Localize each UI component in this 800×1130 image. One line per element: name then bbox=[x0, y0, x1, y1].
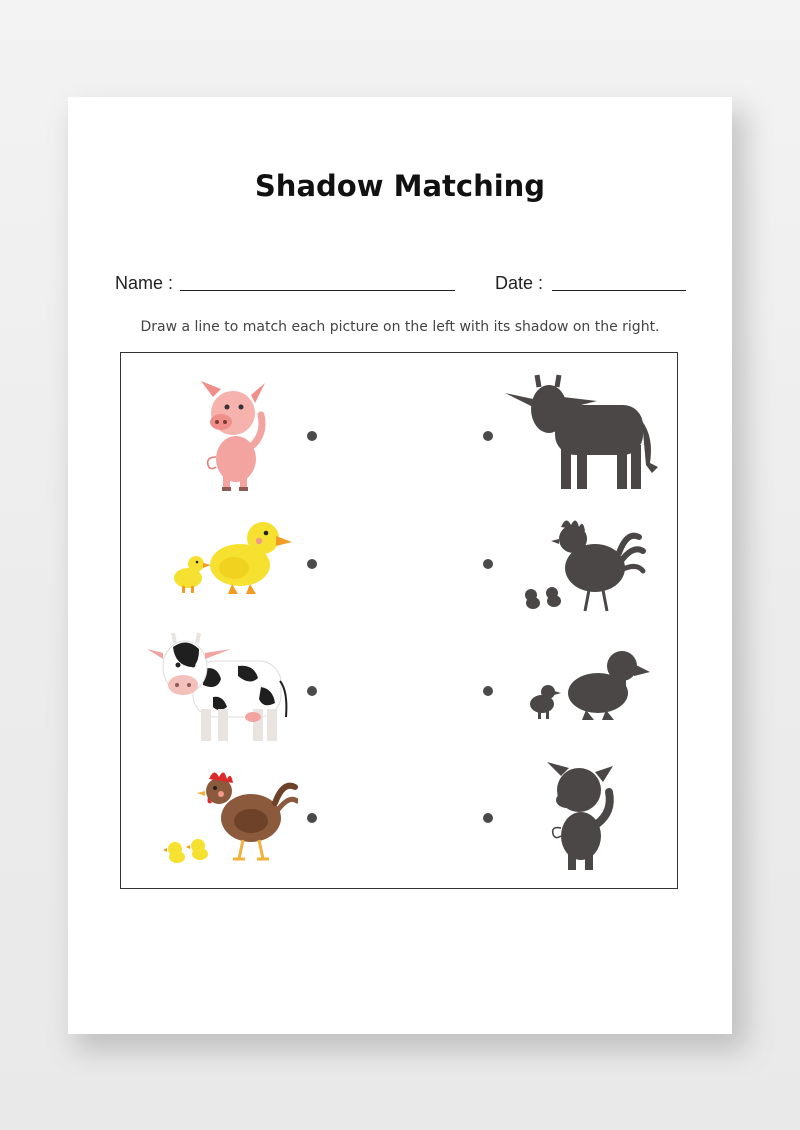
cow-shadow bbox=[503, 373, 658, 491]
left-dot-1[interactable] bbox=[307, 431, 317, 441]
hen-with-chicks-picture bbox=[163, 763, 298, 868]
duck-with-duckling-shadow bbox=[526, 648, 654, 724]
matching-area bbox=[120, 352, 678, 889]
hen-with-chicks-shadow bbox=[519, 513, 654, 613]
right-dot-1[interactable] bbox=[483, 431, 493, 441]
date-label: Date : bbox=[495, 273, 544, 293]
instructions-text: Draw a line to match each picture on the left with its shadow on the right. bbox=[140, 319, 660, 335]
right-dot-4[interactable] bbox=[483, 813, 493, 823]
pig-shadow bbox=[543, 758, 623, 873]
pig-picture bbox=[191, 375, 281, 493]
name-field-line[interactable] bbox=[180, 290, 455, 291]
name-label: Name : bbox=[115, 273, 174, 293]
date-field-line[interactable] bbox=[552, 290, 686, 291]
worksheet-page bbox=[68, 97, 732, 1034]
page-title: Shadow Matching bbox=[254, 169, 546, 203]
left-dot-3[interactable] bbox=[307, 686, 317, 696]
left-dot-2[interactable] bbox=[307, 559, 317, 569]
cow-picture bbox=[143, 631, 293, 746]
right-dot-2[interactable] bbox=[483, 559, 493, 569]
duck-with-duckling-picture bbox=[166, 518, 296, 596]
right-dot-3[interactable] bbox=[483, 686, 493, 696]
left-dot-4[interactable] bbox=[307, 813, 317, 823]
